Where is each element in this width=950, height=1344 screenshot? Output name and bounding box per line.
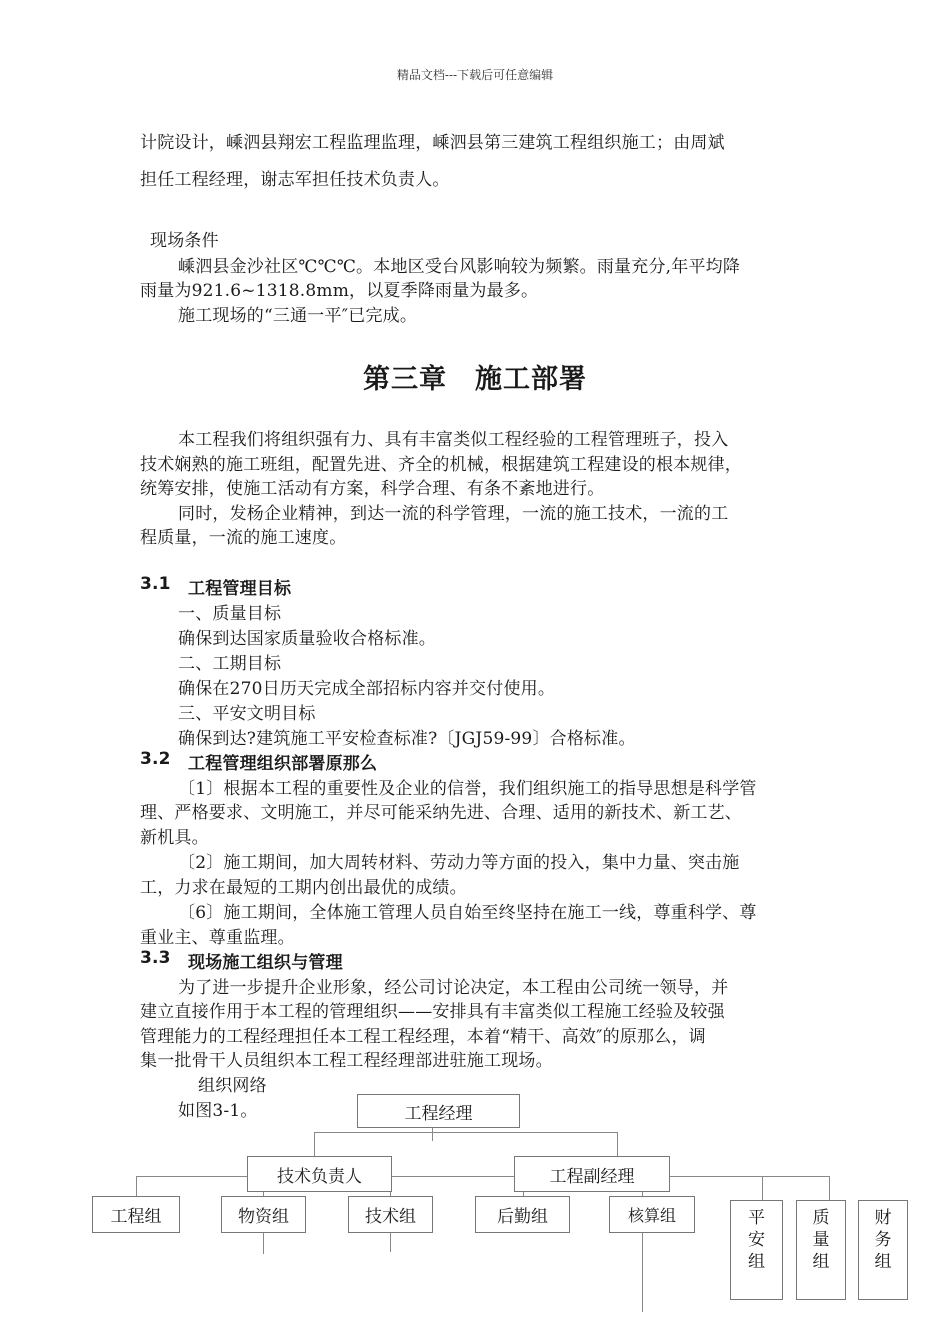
s33-line: 管理能力的工程经理担任本工程工程经理，本着“精干、高效″的原那么，调 xyxy=(140,1027,706,1047)
site-line: 嵊泗县金沙社区℃℃℃。本地区受台风影响较为频繁。雨量充分,年平均降 xyxy=(178,257,741,277)
s32-line: 理、严格要求、文明施工，并尽可能采纳先进、合理、适用的新技术、新工艺、 xyxy=(140,803,742,823)
chapter-line: 程质量，一流的施工速度。 xyxy=(140,528,347,548)
org-node-char: 组 xyxy=(748,1252,765,1272)
section-3-2-title: 工程管理组织部署原那么 xyxy=(188,754,378,774)
s31-line: 一、质量目标 xyxy=(178,604,282,624)
s32-line: 重业主、尊重监理。 xyxy=(140,928,295,948)
connector-line xyxy=(642,1232,643,1312)
org-node-label: 技术组 xyxy=(365,1207,416,1227)
org-node-label: 工程组 xyxy=(110,1207,162,1227)
chapter-line: 本工程我们将组织强有力、具有丰富类似工程经验的工程管理班子，投入 xyxy=(178,430,729,450)
s31-line: 三、平安文明目标 xyxy=(178,704,316,724)
org-node-finance-group xyxy=(858,1200,908,1300)
s32-line: 新机具。 xyxy=(140,828,209,848)
s32-line: 工，力求在最短的工期内创出最优的成绩。 xyxy=(140,878,467,898)
site-line: 施工现场的“三通一平″已完成。 xyxy=(178,306,418,326)
s31-line: 确保在270日历天完成全部招标内容并交付使用。 xyxy=(178,679,556,699)
org-node-materials-group xyxy=(221,1196,306,1233)
org-node-char: 量 xyxy=(812,1230,830,1250)
org-node-project-manager xyxy=(357,1094,520,1128)
org-node-label: 核算组 xyxy=(627,1206,676,1225)
s31-line: 二、工期目标 xyxy=(178,654,282,674)
s32-line: 〔6〕施工期间，全体施工管理人员自始至终坚持在施工一线，尊重科学、尊 xyxy=(178,903,757,923)
connector-line xyxy=(136,1176,830,1177)
s31-line: 确保到达?建筑施工平安检查标准?〔JGJ59-99〕合格标准。 xyxy=(178,729,636,749)
chapter-line: 统筹安排，使施工活动有方案，科学合理、有条不紊地进行。 xyxy=(140,479,605,499)
s31-line: 确保到达国家质量验收合格标准。 xyxy=(178,629,436,649)
connector-line xyxy=(432,1127,433,1141)
org-node-label: 工程副经理 xyxy=(549,1166,635,1187)
section-3-2-number: 3.2 xyxy=(140,749,171,769)
connector-line xyxy=(762,1176,763,1200)
org-node-char: 平 xyxy=(748,1208,765,1228)
intro-line: 计院设计，嵊泗县翔宏工程监理监理，嵊泗县第三建筑工程组织施工；由周斌 xyxy=(140,133,725,153)
org-node-quality-group xyxy=(796,1200,846,1300)
org-node-label: 工程经理 xyxy=(404,1103,473,1124)
org-node-deputy-manager xyxy=(514,1156,670,1192)
site-line: 雨量为921.6~1318.8mm，以夏季降雨量为最多。 xyxy=(140,281,539,301)
org-node-safety-group xyxy=(730,1200,783,1300)
org-node-label: 后勤组 xyxy=(497,1207,548,1227)
org-node-technical-group xyxy=(348,1196,433,1233)
org-node-label: 物资组 xyxy=(238,1207,289,1227)
s33-line: 建立直接作用于本工程的管理组织——安排具有丰富类似工程施工经验及较强 xyxy=(140,1002,725,1022)
section-3-3-title: 现场施工组织与管理 xyxy=(188,953,343,973)
connector-line xyxy=(617,1132,618,1156)
org-node-technical-lead xyxy=(247,1156,392,1192)
org-node-char: 组 xyxy=(874,1252,892,1272)
org-node-label: 技术负责人 xyxy=(277,1166,362,1187)
org-node-engineering-group xyxy=(92,1196,180,1233)
intro-line: 担任工程经理，谢志军担任技术负责人。 xyxy=(140,170,450,190)
org-node-char: 组 xyxy=(812,1252,830,1272)
connector-line xyxy=(390,1232,391,1252)
figure-reference: 如图3-1。 xyxy=(178,1101,258,1121)
org-node-accounting-group xyxy=(609,1196,695,1233)
connector-line xyxy=(136,1176,137,1196)
site-conditions-title: 现场条件 xyxy=(150,231,219,251)
org-node-char: 质 xyxy=(812,1208,830,1228)
connector-line xyxy=(314,1132,315,1156)
s33-line: 集一批骨干人员组织本工程工程经理部进驻施工现场。 xyxy=(140,1051,553,1071)
s32-line: 〔1〕根据本工程的重要性及企业的信誉，我们组织施工的指导思想是科学管 xyxy=(178,779,757,799)
section-3-1-number: 3.1 xyxy=(140,574,171,594)
org-node-char: 务 xyxy=(874,1230,892,1250)
connector-line xyxy=(314,1132,618,1133)
s33-line: 为了进一步提升企业形象，经公司讨论决定，本工程由公司统一领导，并 xyxy=(178,978,729,998)
org-node-char: 安 xyxy=(748,1230,765,1250)
section-3-1-title: 工程管理目标 xyxy=(188,579,292,599)
connector-line xyxy=(829,1176,830,1200)
network-label: 组织网络 xyxy=(198,1076,267,1096)
page-header: 精品文档---下载后可任意编辑 xyxy=(396,68,554,82)
org-node-char: 财 xyxy=(874,1208,892,1228)
chapter-line: 技术娴熟的施工班组，配置先进、齐全的机械，根据建筑工程建设的根本规律， xyxy=(140,455,742,475)
connector-line xyxy=(263,1232,264,1254)
chapter-line: 同时，发杨企业精神，到达一流的科学管理，一流的施工技术，一流的工 xyxy=(178,504,729,524)
chapter-title: 第三章 施工部署 xyxy=(363,364,587,395)
section-3-3-number: 3.3 xyxy=(140,948,171,968)
s32-line: 〔2〕施工期间，加大周转材料、劳动力等方面的投入，集中力量、突击施 xyxy=(178,853,740,873)
org-node-logistics-group xyxy=(475,1196,570,1233)
